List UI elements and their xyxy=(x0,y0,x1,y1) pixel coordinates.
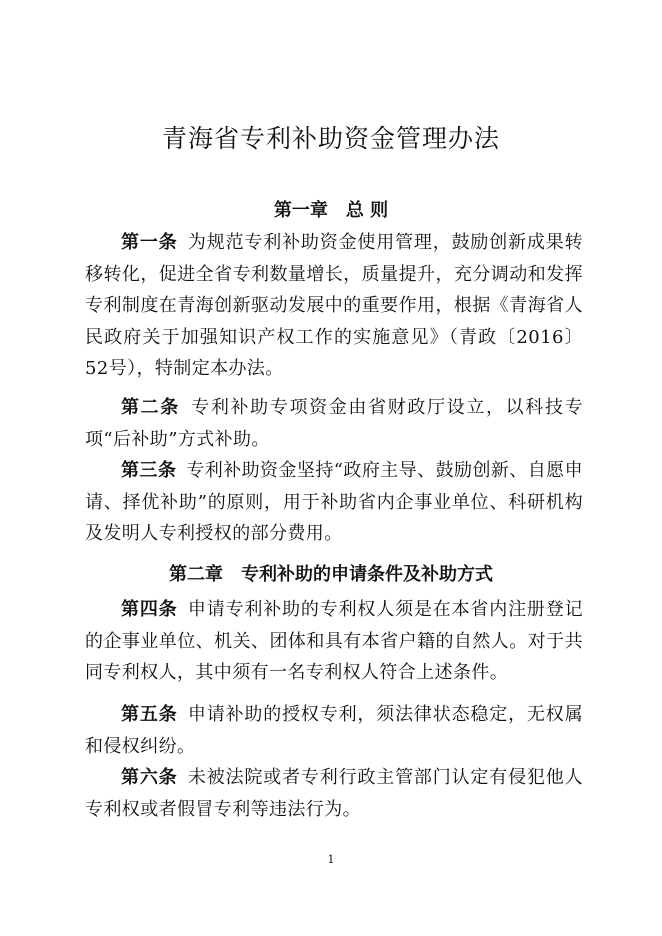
chapter-name: 总 则 xyxy=(345,200,389,221)
article-lead: 第六条 xyxy=(121,767,178,788)
document-title: 青海省专利补助资金管理办法 xyxy=(161,124,500,153)
chapter-label: 第二章 xyxy=(169,564,223,585)
article-lead: 第一条 xyxy=(121,232,178,253)
article-4 xyxy=(85,594,583,689)
chapter-heading-2 xyxy=(0,560,662,590)
article-lead: 第四条 xyxy=(121,599,178,620)
article-text: 未被法院或者专利行政主管部门认定有侵犯他人专利权或者假冒专利等违法行为。 xyxy=(85,767,583,820)
article-1 xyxy=(85,227,583,385)
article-text: 专利补助专项资金由省财政厅设立，以科技专项“后补助”方式补助。 xyxy=(85,397,584,450)
article-5 xyxy=(85,699,583,762)
article-3 xyxy=(85,455,583,550)
article-2 xyxy=(85,392,583,455)
article-text: 申请专利补助的专利权人须是在本省内注册登记的企事业单位、机关、团体和具有本省户籍的自然人。对于共同专利权人，其中须有一名专利权人符合上述条件。 xyxy=(85,599,583,684)
article-text: 申请补助的授权专利，须法律状态稳定，无权属和侵权纠纷。 xyxy=(85,704,583,757)
chapter-label: 第一章 xyxy=(273,200,328,221)
chapter-heading-1 xyxy=(0,196,662,226)
article-lead: 第五条 xyxy=(121,704,178,725)
page-number: 1 xyxy=(327,853,335,866)
article-lead: 第二条 xyxy=(121,397,180,418)
article-text: 为规范专利补助资金使用管理，鼓励创新成果转移转化，促进全省专利数量增长，质量提升，充分调动和发挥专利制度在青海创新驱动发展中的重要作用，根据《青海省人民政府关于加强知识产权工作的实施意见》（青政〔2016〕52号），特制定本办法。 xyxy=(85,232,583,380)
article-text: 专利补助资金坚持“政府主导、鼓励创新、自愿申请、择优补助”的原则，用于补助省内企事业单位、科研机构及发明人专利授权的部分费用。 xyxy=(85,460,583,545)
article-6 xyxy=(85,762,583,825)
article-lead: 第三条 xyxy=(121,460,177,481)
chapter-name: 专利补助的申请条件及补助方式 xyxy=(241,564,493,585)
